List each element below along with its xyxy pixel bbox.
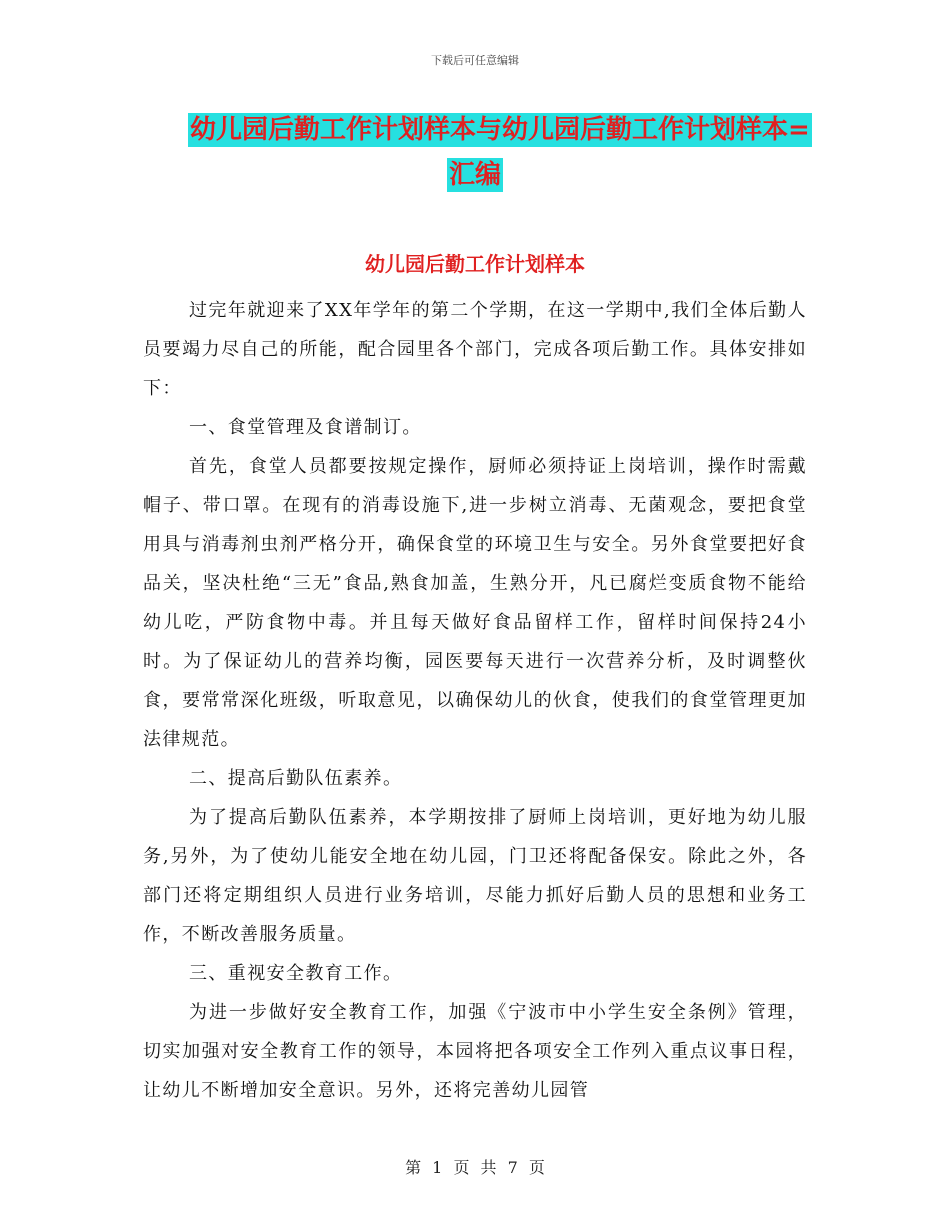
- title-line-1: 幼儿园后勤工作计划样本与幼儿园后勤工作计划样本=: [190, 115, 810, 145]
- page-footer: 第 1 页 共 7 页: [405, 1158, 545, 1177]
- header-note: 下载后可任意编辑: [431, 54, 519, 67]
- heading-canteen: 一、食堂管理及食谱制订。: [189, 417, 422, 438]
- paragraph-staff: 为了提高后勤队伍素养，本学期按排了厨师上岗培训，更好地为幼儿服务,另外，为了使幼儿能安全地在幼儿园，门卫还将配备保安。除此之外，各部门还将定期组织人员进行业务培训，尽能力抓好后勤人员的思想和业务工作，不断改善服务质量。: [143, 807, 807, 945]
- title-line-2: 汇编: [448, 160, 501, 190]
- heading-staff: 二、提高后勤队伍素养。: [189, 768, 403, 789]
- document-body: [143, 291, 807, 1110]
- heading-safety: 三、重视安全教育工作。: [189, 963, 403, 984]
- section-title: 幼儿园后勤工作计划样本: [365, 252, 585, 276]
- paragraph-safety: 为进一步做好安全教育工作，加强《宁波市中小学生安全条例》管理，切实加强对安全教育工作的领导，本园将把各项安全工作列入重点议事日程，让幼儿不断增加安全意识。另外，还将完善幼儿园管: [143, 1002, 807, 1101]
- paragraph-canteen: 首先，食堂人员都要按规定操作，厨师必须持证上岗培训，操作时需戴帽子、带口罩。在现有的消毒设施下,进一步树立消毒、无菌观念，要把食堂用具与消毒剂虫剂严格分开，确保食堂的环境卫生与安全。另外食堂要把好食品关，坚决杜绝“三无”食品,熟食加盖，生熟分开，凡已腐烂变质食物不能给幼儿吃，严防食物中毒。并且每天做好食品留样工作，留样时间保持24小时。为了保证幼儿的营养均衡，园医要每天进行一次营养分析，及时调整伙食，要常常深化班级，听取意见，以确保幼儿的伙食，使我们的食堂管理更加法律规范。: [143, 456, 807, 750]
- paragraph-intro: 过完年就迎来了XX年学年的第二个学期，在这一学期中,我们全体后勤人员要竭力尽自己的所能，配合园里各个部门，完成各项后勤工作。具体安排如下：: [143, 300, 807, 399]
